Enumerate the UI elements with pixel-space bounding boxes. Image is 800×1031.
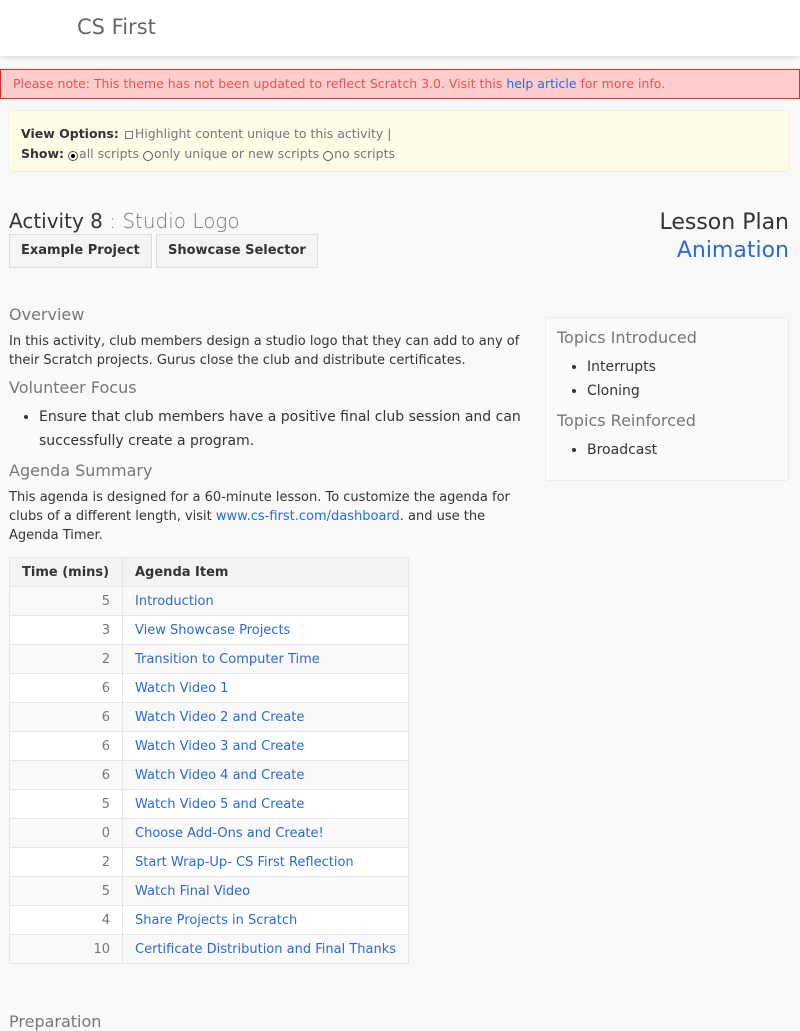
agenda-item-link[interactable]: View Showcase Projects bbox=[135, 622, 291, 638]
topics-reinforced-heading: Topics Reinforced bbox=[557, 411, 696, 430]
lesson-plan-heading bbox=[659, 209, 789, 265]
table-row bbox=[10, 674, 409, 703]
list-item: • Broadcast bbox=[587, 438, 777, 462]
table-row bbox=[10, 790, 409, 819]
column-header-time: Time (mins) bbox=[10, 558, 123, 587]
showcase-selector-button[interactable]: Showcase Selector bbox=[156, 234, 318, 268]
table-row bbox=[10, 616, 409, 645]
agenda-item-cell bbox=[123, 616, 409, 645]
topics-introduced-list bbox=[557, 355, 777, 403]
agenda-item-cell bbox=[123, 819, 409, 848]
agenda-item-cell bbox=[123, 877, 409, 906]
agenda-item-cell bbox=[123, 848, 409, 877]
agenda-item-cell bbox=[123, 906, 409, 935]
agenda-item-cell bbox=[123, 732, 409, 761]
agenda-item-link[interactable]: Start Wrap-Up- CS First Reflection bbox=[135, 854, 354, 870]
theme-notice bbox=[0, 69, 800, 99]
time-cell: 6 bbox=[10, 703, 123, 732]
agenda-item-link[interactable]: Share Projects in Scratch bbox=[135, 912, 298, 928]
list-item: • Cloning bbox=[587, 379, 777, 403]
table-row bbox=[10, 906, 409, 935]
title-separator: : bbox=[102, 209, 123, 233]
agenda-item-cell bbox=[123, 645, 409, 674]
time-cell: 3 bbox=[10, 616, 123, 645]
radio-no-scripts[interactable] bbox=[323, 151, 333, 161]
radio-label-none: no scripts bbox=[334, 146, 395, 161]
header bbox=[0, 0, 800, 56]
table-row bbox=[10, 645, 409, 674]
example-project-button[interactable]: Example Project bbox=[9, 234, 152, 268]
time-cell: 5 bbox=[10, 877, 123, 906]
topics-sidebar bbox=[545, 317, 789, 481]
agenda-item-link[interactable]: Watch Video 2 and Create bbox=[135, 709, 305, 725]
time-cell: 2 bbox=[10, 848, 123, 877]
agenda-text-before: This agenda is designed for a 60-minute lesson. To customize the agenda for clubs of a different length, visit bbox=[9, 490, 510, 524]
help-article-link[interactable]: help article bbox=[506, 76, 577, 91]
agenda-item-link[interactable]: Choose Add-Ons and Create! bbox=[135, 825, 324, 841]
agenda-summary-heading: Agenda Summary bbox=[9, 461, 153, 480]
agenda-text-after: . and use the Agenda Timer. bbox=[9, 509, 486, 543]
table-row bbox=[10, 819, 409, 848]
table-row bbox=[10, 587, 409, 616]
volunteer-focus-heading: Volunteer Focus bbox=[9, 378, 137, 397]
radio-label-unique: only unique or new scripts bbox=[153, 146, 320, 161]
table-row bbox=[10, 703, 409, 732]
time-cell: 0 bbox=[10, 819, 123, 848]
agenda-item-cell bbox=[123, 674, 409, 703]
page-title bbox=[9, 209, 240, 233]
table-row bbox=[10, 848, 409, 877]
highlight-checkbox[interactable] bbox=[125, 131, 133, 139]
time-cell: 10 bbox=[10, 935, 123, 964]
overview-text: In this activity, club members design a studio logo that they can add to any of their Scratch projects. Gurus close the club and distribute certificates. bbox=[9, 334, 520, 368]
agenda-table bbox=[9, 557, 409, 964]
time-cell: 6 bbox=[10, 674, 123, 703]
brand-logo[interactable]: CS First bbox=[77, 15, 156, 39]
time-cell: 6 bbox=[10, 732, 123, 761]
lesson-plan-label: Lesson Plan bbox=[659, 210, 789, 235]
agenda-item-link[interactable]: Transition to Computer Time bbox=[135, 651, 320, 667]
agenda-item-cell bbox=[123, 761, 409, 790]
agenda-item-link[interactable]: Watch Video 4 and Create bbox=[135, 767, 305, 783]
agenda-item-cell bbox=[123, 790, 409, 819]
time-cell: 4 bbox=[10, 906, 123, 935]
table-row bbox=[10, 877, 409, 906]
agenda-item-cell bbox=[123, 587, 409, 616]
topics-introduced-heading: Topics Introduced bbox=[557, 328, 697, 347]
dashboard-link[interactable]: www.cs-first.com/dashboard bbox=[215, 509, 400, 524]
table-row bbox=[10, 761, 409, 790]
time-cell: 2 bbox=[10, 645, 123, 674]
activity-name: Studio Logo bbox=[122, 209, 240, 233]
time-cell: 6 bbox=[10, 761, 123, 790]
volunteer-focus-list bbox=[9, 405, 524, 453]
view-options-panel bbox=[9, 110, 789, 172]
main-content bbox=[9, 305, 524, 964]
preparation-heading: Preparation bbox=[9, 1012, 102, 1031]
theme-link[interactable]: Animation bbox=[676, 238, 789, 263]
agenda-item-cell bbox=[123, 935, 409, 964]
time-cell: 5 bbox=[10, 790, 123, 819]
radio-unique-scripts[interactable] bbox=[143, 151, 153, 161]
notice-text-after: for more info. bbox=[576, 76, 666, 91]
radio-label-all: all scripts bbox=[79, 146, 139, 161]
table-row bbox=[10, 935, 409, 964]
list-item: • Ensure that club members have a positive final club session and can successfully create a program. bbox=[39, 405, 524, 453]
view-options-label: View Options: bbox=[21, 126, 119, 141]
notice-text: Please note: This theme has not been updated to reflect Scratch 3.0. Visit this bbox=[13, 76, 507, 91]
list-item: • Interrupts bbox=[587, 355, 777, 379]
agenda-item-link[interactable]: Watch Video 5 and Create bbox=[135, 796, 305, 812]
agenda-item-link[interactable]: Certificate Distribution and Final Thanks bbox=[135, 941, 397, 957]
agenda-item-link[interactable]: Watch Video 1 bbox=[135, 680, 229, 696]
agenda-text bbox=[9, 488, 524, 545]
table-row bbox=[10, 732, 409, 761]
overview-heading: Overview bbox=[9, 305, 85, 324]
agenda-item-link[interactable]: Introduction bbox=[135, 593, 214, 609]
show-label: Show: bbox=[21, 146, 65, 161]
activity-number: Activity 8 bbox=[9, 209, 103, 233]
topics-reinforced-list bbox=[557, 438, 777, 462]
radio-all-scripts[interactable] bbox=[68, 151, 78, 161]
agenda-item-cell bbox=[123, 703, 409, 732]
agenda-item-link[interactable]: Watch Final Video bbox=[135, 883, 251, 899]
agenda-item-link[interactable]: Watch Video 3 and Create bbox=[135, 738, 305, 754]
column-header-item: Agenda Item bbox=[123, 558, 409, 587]
time-cell: 5 bbox=[10, 587, 123, 616]
highlight-label: Highlight content unique to this activity | bbox=[134, 126, 392, 141]
